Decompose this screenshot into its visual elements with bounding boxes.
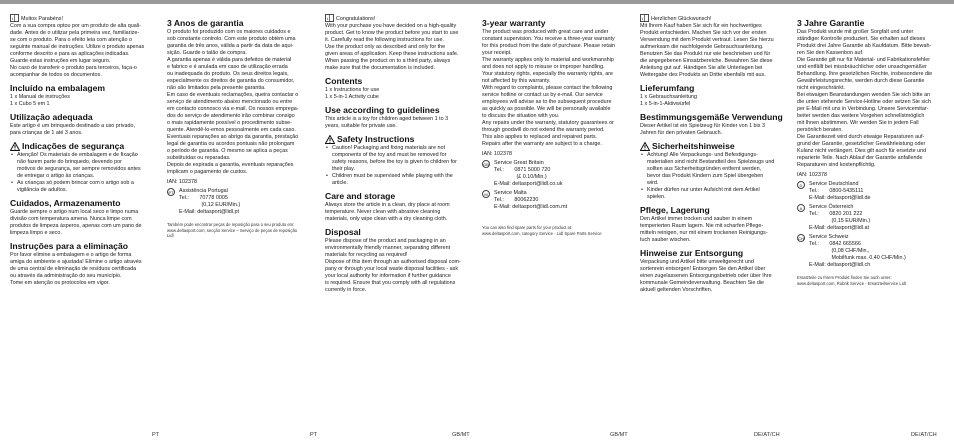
service-country-icon: A [797, 204, 805, 212]
pt-warranty-text: Depois de expirada a garantia, eventuais reparações [167, 162, 294, 168]
gb-safety-line: • Children must be supervised while playing with the [332, 173, 453, 179]
gb-warranty-text: to discuss the situation with you. [482, 113, 560, 119]
pt-service-block [167, 188, 321, 216]
de-safety-list [640, 152, 794, 201]
pt-safety-line: de entregar o artigo às crianças. [17, 173, 95, 179]
mt-service-line: E-Mail: deltasport@lidl.com.mt [494, 204, 568, 210]
ch-service-lines [809, 234, 951, 269]
pt-warranty-text: O produto foi produzido com os maiores cuidados e [167, 29, 291, 35]
pt-intended-use-text: para crianças de 1 até 3 anos. [10, 130, 83, 136]
pt-warranty-text: implicam o pagamento de custos. [167, 169, 248, 175]
gb-safety-heading [325, 134, 479, 144]
gb-warranty-text: Any repairs under the warranty, statutory guarantees or [482, 120, 614, 126]
pt-intro-line: se com o produto. Para o efeito leia com atenção o [10, 37, 132, 43]
pt-warranty-text: garantia de três anos, válida a partir da data de aqui- [167, 43, 294, 49]
pt-warranty-text: legal de garantia ou acordos pontuais não prolongam [167, 141, 295, 147]
pt-warranty-text: substituídas ou reparadas. [167, 155, 231, 161]
de-ian: IAN: 102378 [797, 172, 827, 178]
de-warranty-text: mit Ihnen abstimmen. Wir werden Sie in jedem Fall [797, 120, 919, 126]
pt-service-lines [179, 188, 321, 216]
de-warranty-text: per E-Mail mit uns in Verbindung. Unsere Servicemitar- [797, 106, 929, 112]
gb-service-line: Tel.: 0871 5000 720 [494, 167, 551, 173]
pt-service-line: Tel.: 70778 0005 [179, 195, 228, 201]
de-warranty-text: grund der Garantie, gesetzlicher Gewährleistung oder [797, 141, 926, 147]
pt-warranty-text: serviço de atendimento abaixo mencionado ou entre [167, 99, 293, 105]
de-warranty-text: reparierte Teile. Nach Ablauf der Garantie anfallende [797, 155, 923, 161]
ch-service-line: (0,08 CHF/Min., [809, 248, 870, 254]
gb-safety-line: safety reasons, before the toy is given to children for [332, 159, 457, 165]
gb-disposal-text: Please dispose of the product and packaging in an [325, 238, 446, 244]
pt-disposal-text: Tome em atenção os protocolos em vigor. [10, 280, 110, 286]
gb-service-label: Service Great Britain [494, 160, 544, 166]
gb-intro-line: When passing the product on to a third party, always [325, 58, 451, 64]
gb-safety-heading-text: Safety Instructions [337, 134, 415, 144]
pt-safety-line: não fazem parte do brinquedo, devendo por [17, 159, 122, 165]
pt-intro-line: seguinte manual de instruções. Utilize o produto apenas [10, 44, 145, 50]
de-disposal-text: kommunale Gemeindeverwaltung. Beachten Sie die [640, 280, 765, 286]
de-warranty-text: Bei etwaigen Beanstandungen wenden Sie sich bitte an [797, 92, 931, 98]
pt-warranty-text: e fabrico e é anulada em caso de utilização errada [167, 64, 288, 70]
service-country-icon: CH [798, 236, 804, 241]
de-warranty-text: Gewährleistungsrechte, werden durch diese Garantie [797, 78, 925, 84]
de-warranty-text: Kulanz nicht verlängert. Dies gilt auch für ersetzte und [797, 148, 927, 154]
pt-contents-heading: Incluído na embalagem [10, 83, 106, 93]
pt-safety-item [10, 180, 164, 194]
de-spare-parts-line: Ersatzteile zu Ihrem Produkt finden Sie auch unter: [797, 275, 892, 280]
de-safety-line: • Kinder dürfen nur unter Aufsicht mit dem Artikel [647, 187, 760, 193]
top-strip [0, 0, 954, 4]
pt-warranty-text: dos do serviço de atendimento irão combinar consigo [167, 113, 295, 119]
gb-intro-line: it. Carefully read the following instructions for use. [325, 37, 444, 43]
de-intro-line: Produkt entschieden. Machen Sie sich vor der ersten [640, 30, 767, 36]
gb-disposal-text: materials for recycling as required! [325, 252, 408, 258]
de-disposal-text: Verpackung und Artikel bitte umweltgerecht und [640, 259, 754, 265]
pt-intro-line: No caso de transferir o produto para terceiros, faça-o [10, 65, 137, 71]
pt-warranty-text: Em caso de eventuais reclamações, queira contactar o [167, 92, 299, 98]
ch-service-line: Mobilfunk max. 0,40 CHF/Min.) [809, 255, 906, 261]
de-warranty-text: Reparaturen sind kostenpflichtig. [797, 162, 876, 168]
pt-safety-heading-text: Indicações de segurança [22, 141, 125, 151]
gb-service-line: (£ 0.10/Min.) [494, 174, 547, 180]
pt-spare-parts-note [167, 222, 321, 239]
de-warranty-heading: 3 Jahre Garantie [797, 18, 865, 28]
de-service-block-3 [797, 234, 951, 269]
gb-disposal-text: pany or through your local waste disposal facilities - ask [325, 266, 459, 272]
gb-spare-parts-note [482, 225, 636, 236]
gb-disposal-text: currently in force. [325, 287, 367, 293]
gb-intended-use-text: This article is a toy for children aged between 1 to 3 [325, 116, 449, 122]
at-service-line: Tel.: 0820 201 222 [809, 211, 863, 217]
de-safety-line: • Achtung! Alle Verpackungs- und Befestigungs- [647, 152, 758, 158]
page-marker-pt: PT [152, 432, 160, 438]
gb-care-text: temperature. Never clean with abrasive cleaning [325, 209, 441, 215]
de-safety-line: materialien sind nicht Bestandteil des Spielzeugs und [647, 159, 775, 165]
de-contents-item: 1 x Gebrauchsanleitung [640, 94, 697, 100]
pt-spare-parts-line: Lidl [167, 233, 174, 238]
pt-care-text: limpeza limpo e seco. [10, 230, 62, 236]
de-intro-line: die angegebenen Einsatzbereiche. Bewahren Sie diese [640, 58, 773, 64]
de-intended-use-heading: Bestimmungsgemäße Verwendung [640, 112, 783, 122]
pt-disposal-text: de uma central de eliminação de resíduos certificada [10, 266, 137, 272]
pt-warranty-text: ou inadequada do produto. Os seus direitos legais, [167, 71, 289, 77]
gb-warranty-text: With regard to complaints, please contact the following [482, 85, 613, 91]
mt-service-lines [494, 190, 636, 211]
de-spare-parts-line: www.deltasport.com, Rubrik Service - Ersatzteilservice Lidl [797, 280, 906, 286]
pt-safety-line: • Atenção! Os materiais de embalagem e de fixação [17, 152, 138, 158]
gb-safety-line: • Caution! Packaging and fixing materials are not [332, 145, 445, 151]
pt-care-heading: Cuidados, Armazenamento [10, 198, 121, 208]
gb-warranty-text: constant supervision. You receive a three-year warranty [482, 36, 615, 42]
pt-disposal-text: amiga do ambiente e ajustada! Elimine o artigo através [10, 259, 142, 265]
de-care-text: Den Artikel immer trocken und sauber in einem [640, 216, 753, 222]
pt-safety-list [10, 152, 164, 194]
gb-warranty-text: as quickly as possible. We will be personally available [482, 106, 611, 112]
de-intro-line: Benutzen Sie das Produkt nur wie beschrieben und für [640, 51, 771, 57]
manual-book-icon [640, 14, 649, 22]
at-service-lines [809, 204, 951, 232]
pt-intro-line: dade. Antes de o utilizar pela primeira vez, familiarize- [10, 30, 140, 36]
pt-service-line: (0,12 EUR/Min.) [179, 202, 241, 208]
pt-warranty-text: o período de garantia. O mesmo se aplica a peças [167, 148, 288, 154]
de-safety-item [640, 152, 794, 187]
service-country-icon: D [797, 181, 805, 189]
gb-intro-line: Use the product only as described and only for the [325, 44, 446, 50]
pt-safety-line: • As crianças só podem brincar com o artigo sob a [17, 180, 134, 186]
gb-warranty-text: service hotline or contact us by e-mail. Our service [482, 92, 603, 98]
de-warranty-text: ständiger Kontrolle produziert. Sie erhalten auf dieses [797, 36, 926, 42]
gb-care-text: Always store the article in a clean, dry place at room [325, 202, 450, 208]
de-safety-line: bevor das Produkt Kindern zum Spiel übergeben [647, 173, 764, 179]
gb-warranty-text: The product was produced with great care and under [482, 29, 609, 35]
de-intro-heading: i Herzlichen Glückwunsch! [640, 14, 794, 23]
gb-intro-line: given areas of application. Keep these instructions safe. [325, 51, 459, 57]
de-service-block-1 [797, 181, 951, 202]
pt-warranty-text: sição. Guarde o talão de compra. [167, 50, 247, 56]
pt-care-text: Guarde sempre o artigo num local seco e limpo numa [10, 209, 139, 215]
service-country-icon: M [482, 190, 490, 198]
de-warranty-text: die unten stehende Service-Hotline oder setzen Sie sich [797, 99, 931, 105]
pt-intro-heading: i Muitos Parabéns! [10, 14, 164, 23]
gb-contents-item: 1 x 5-in-1 Activity cube [325, 94, 379, 100]
gb-disposal-text: is required. Ensure that you comply with all regulations [325, 280, 456, 286]
de-care-text: mitteln reinigen, nur mit einem trockenen Reinigungs- [640, 230, 768, 236]
pt-warranty-text: o mais rapidamente possível o procedimento subse- [167, 120, 292, 126]
de-disposal-text: einen zugelassenen Entsorgungsbetrieb oder über Ihre [640, 273, 772, 279]
pt-disposal-text: ou através da administração do seu município. [10, 273, 122, 279]
de-safety-item [640, 187, 794, 201]
warning-icon [10, 142, 20, 151]
gb-warranty-text: through goodwill do not extend the warranty period. [482, 127, 605, 133]
gb-spare-parts-line: www.deltasport.com, category Service - Lidl Spare Parts Service [482, 230, 602, 236]
warning-icon [640, 142, 650, 151]
pt-safety-line: motivos de segurança, ser sempre removidos antes [17, 166, 141, 172]
manual-book-icon [10, 14, 19, 22]
pt-care-text: produtos de limpeza ásperos, apenas com um pano de [10, 223, 142, 229]
pt-warranty-text: quente. Atendê-lo-emos pessoalmente em cada caso. [167, 127, 296, 133]
pt-warranty-text: em contacto connosco via e-mail. Os nossos emprega- [167, 106, 299, 112]
gb-warranty-heading: 3-year warranty [482, 18, 546, 28]
ch-service-label: Service Schweiz [809, 234, 849, 240]
pt-intro-line: acompanhar de todos os documentos. [10, 72, 102, 78]
gb-service-line: E-Mail: deltasport@lidl.co.uk [494, 181, 563, 187]
gb-warranty-text: Your statutory rights, especially the warranty rights, are [482, 71, 614, 77]
at-service-line: E-Mail: deltasport@lidl.at [809, 225, 869, 231]
pt-ian: IAN: 102378 [167, 179, 197, 185]
pt-service-label: Assistência Portugal [179, 188, 228, 194]
pt-intended-use-heading: Utilização adequada [10, 112, 93, 122]
gb-service-block-2 [482, 190, 636, 211]
page-marker-gb: GB/MT [452, 432, 470, 438]
gb-safety-item [325, 173, 479, 187]
de-safety-line: spielen. [647, 194, 666, 200]
de-intro-line: Anleitung gut auf. Händigen Sie alle Unterlagen bei [640, 65, 763, 71]
mt-service-label: Service Malta [494, 190, 527, 196]
pt-spare-parts-line: Também pode encontrar peças de reposição para o seu produto em: [167, 222, 295, 227]
gb-ian: IAN: 102378 [482, 151, 512, 157]
de-warranty-text: Behandlung. Ihre gesetzlichen Rechte, insbesondere die [797, 71, 933, 77]
service-country-icon: GB [483, 162, 489, 167]
de-column-1 [640, 14, 794, 294]
gb-intended-use-text: years, suitable for private use. [325, 123, 397, 129]
pt-warranty-text: especialmente os direitos de garantia do consumidor, [167, 78, 295, 84]
pt-intro-line: Com a sua compra optou por um produto de alta quali- [10, 23, 141, 29]
pt-care-text: divisão com temperatura amena. Nunca limpe com [10, 216, 132, 222]
pt-intro-line: conforme descrito e para as aplicações indicadas. [10, 51, 130, 57]
gb-warranty-text: This also applies to replaced and repaired parts. [482, 134, 598, 140]
warning-icon [325, 135, 335, 144]
gb-safety-line: article. [332, 180, 348, 186]
de-safety-line: wird. [647, 180, 659, 186]
svg-text:i: i [642, 15, 644, 21]
de-warranty-text: Das Produkt wurde mit großer Sorgfalt und unter [797, 29, 914, 35]
pt-contents-item: 1 x Manual de instruções [10, 94, 70, 100]
de-warranty-text: persönlich beraten. [797, 127, 843, 133]
de-disposal-heading: Hinweise zur Entsorgung [640, 248, 744, 258]
pt-safety-heading [10, 141, 164, 151]
gb-intro-line: With your purchase you have decided on a high-quality [325, 23, 457, 29]
page-marker-gb: GB/MT [610, 432, 628, 438]
gb-care-text: materials, only wipe clean with a dry cleaning cloth. [325, 216, 448, 222]
de-intro-line: Mit Ihrem Kauf haben Sie sich für ein hochwertiges [640, 23, 762, 29]
pt-intended-use-text: Este artigo é um brinquedo destinado a uso privado, [10, 123, 135, 129]
de-service-lines [809, 181, 951, 202]
de-safety-heading [640, 141, 794, 151]
pt-safety-line: vigilância de adultos. [17, 187, 68, 193]
page-marker-de: DE/AT/CH [754, 432, 780, 438]
page-marker-pt: PT [310, 432, 318, 438]
svg-text:i: i [12, 15, 14, 21]
gb-intro-line: make sure that the documentation is included. [325, 65, 435, 71]
pt-safety-item [10, 152, 164, 180]
pt-warranty-text: não são limitados pela presente garantia. [167, 85, 266, 91]
pt-intro-line: Guarde estas instruções em lugar seguro. [10, 58, 111, 64]
de-intended-use-text: Dieser Artikel ist ein Spielzeug für Kinder von 1 bis 3 [640, 123, 765, 129]
gb-intro-heading: i Congratulations! [325, 14, 479, 23]
de-disposal-text: sortenrein entsorgen! Entsorgen Sie den Artikel über [640, 266, 766, 272]
at-service-line: (0,15 EUR/Min.) [809, 218, 871, 224]
gb-safety-item [325, 145, 479, 173]
gb-warranty-text: Repairs after the warranty are subject to a charge. [482, 141, 602, 147]
pt-column-2 [167, 14, 321, 239]
de-intro-line: Verwendung mit dem Produkt vertraut. Lesen Sie hierzu [640, 37, 774, 43]
de-warranty-text: Die Garantiezeit wird durch etwaige Reparaturen auf- [797, 134, 925, 140]
de-spare-parts-note [797, 275, 951, 286]
gb-spare-parts-line: You can also find spare parts for your product at: [482, 225, 573, 230]
de-column-2 [797, 14, 951, 286]
pt-column-1 [10, 14, 164, 287]
gb-warranty-text: and does not apply to misuse or improper handling. [482, 64, 605, 70]
service-country-icon: PT [168, 190, 174, 195]
ch-service-line: Tel.: 0842 665566 [809, 241, 861, 247]
gb-contents-heading: Contents [325, 76, 363, 86]
svg-text:i: i [327, 15, 329, 21]
gb-warranty-text: not affected by this warranty. [482, 78, 551, 84]
at-service-label: Service Österreich [809, 204, 854, 210]
manual-book-icon [325, 14, 334, 22]
gb-warranty-text: The warranty applies only to material and workmanship [482, 57, 614, 63]
de-care-text: tuch sauber wischen. [640, 237, 691, 243]
page-marker-de: DE/AT/CH [911, 432, 937, 438]
gb-column-2 [482, 14, 636, 236]
gb-column-1 [325, 14, 479, 294]
gb-safety-list [325, 145, 479, 187]
de-care-text: temperierten Raum lagern. Nie mit scharfen Pflege- [640, 223, 764, 229]
pt-spare-parts-line: www.deltasport.com, secção Service – Serviço de peças de reposição [167, 227, 298, 233]
de-service-label: Service Deutschland [809, 181, 859, 187]
gb-contents-item: 1 x Instructions for use [325, 87, 380, 93]
gb-disposal-text: Dispose of this item through an authorised disposal com- [325, 259, 461, 265]
de-warranty-text: und entfällt bei missbräuchlicher oder unsachgemäßer [797, 64, 927, 70]
pt-warranty-text: Eventuais reparações ao abrigo da garantia, prestação [167, 134, 299, 140]
pt-disposal-heading: Instruções para a eliminação [10, 241, 128, 251]
gb-service-block-1 [482, 160, 636, 188]
de-service-line: Tel.: 0800-5435111 [809, 188, 864, 194]
ch-service-line: E-Mail: deltasport@lidl.ch [809, 262, 871, 268]
pt-warranty-text: sob constante controlo. Com este produto obtém uma [167, 36, 296, 42]
de-safety-line: sollten aus Sicherheitsgründen entfernt werden, [647, 166, 762, 172]
de-contents-heading: Lieferumfang [640, 83, 695, 93]
gb-care-heading: Care and storage [325, 191, 396, 201]
de-intro-line: aufmerksam die nachfolgende Gebrauchsanleitung. [640, 44, 764, 50]
pt-warranty-heading: 3 Anos de garantia [167, 18, 244, 28]
de-service-line: E-Mail: deltasport@lidl.de [809, 195, 871, 201]
de-warranty-text: ren Sie den Kassenbon auf. [797, 50, 864, 56]
gb-safety-line: components of the toy and must be removed for [332, 152, 447, 158]
gb-warranty-text: your receipt. [482, 50, 512, 56]
gb-intro-line: product. Get to know the product before you start to use [325, 30, 459, 36]
de-service-block-2 [797, 204, 951, 232]
pt-contents-item: 1 x Cubo 5 em 1 [10, 101, 50, 107]
de-warranty-text: Produkt drei Jahre Garantie ab Kaufdatum. Bitte bewah- [797, 43, 932, 49]
de-disposal-text: aktuell geltenden Vorschriften. [640, 287, 713, 293]
de-intro-line: Weitergabe des Produkts an Dritte ebenfalls mit aus. [640, 72, 766, 78]
mt-service-line: Tel.: 80062230 [494, 197, 539, 203]
gb-warranty-text: for this product from the date of purchase. Please retain [482, 43, 616, 49]
pt-service-line: E-Mail: deltasport@lidl.pt [179, 209, 239, 215]
gb-disposal-heading: Disposal [325, 227, 361, 237]
pt-disposal-text: Por favor elimine a embalagem e o artigo de forma [10, 252, 132, 258]
gb-disposal-text: your local authority for information if further guidance [325, 273, 451, 279]
de-care-heading: Pflege, Lagerung [640, 205, 710, 215]
gb-intended-use-heading: Use according to guidelines [325, 105, 440, 115]
gb-disposal-text: environmentally friendly manner, separating different [325, 245, 451, 251]
pt-warranty-text: A garantia apenas é válida para defeitos de material [167, 57, 292, 63]
gb-safety-line: their play. [332, 166, 355, 172]
gb-warranty-text: employees will advise as to the subsequent procedure [482, 99, 612, 105]
de-safety-heading-text: Sicherheitshinweise [652, 141, 735, 151]
de-warranty-text: Die Garantie gilt nur für Material- und Fabrikationsfehler [797, 57, 931, 63]
de-intended-use-text: Jahren für den privaten Gebrauch. [640, 130, 723, 136]
de-warranty-text: beiter werden das weitere Vorgehen schnellstmöglich [797, 113, 925, 119]
de-contents-item: 1 x 5-in-1-Aktivwürfel [640, 101, 691, 107]
gb-service-lines [494, 160, 636, 188]
de-warranty-text: nicht eingeschränkt. [797, 85, 845, 91]
